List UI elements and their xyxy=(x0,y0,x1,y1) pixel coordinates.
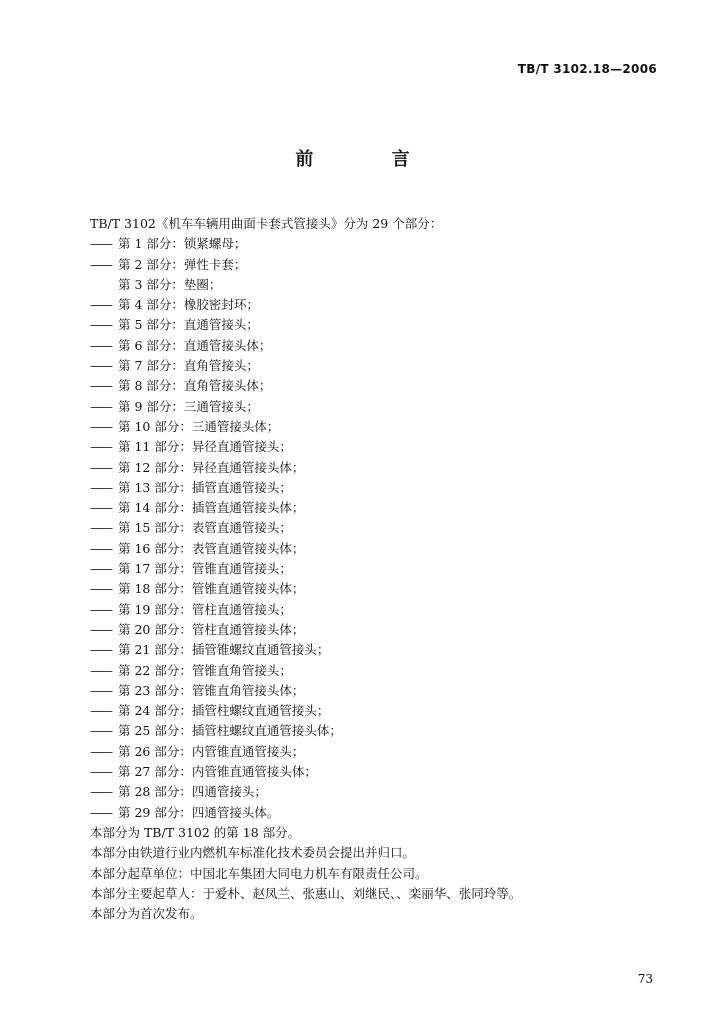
part-list-item xyxy=(90,518,650,538)
em-dash-marker xyxy=(90,701,118,721)
part-text: 第 23 部分：管锥直角管接头体； xyxy=(118,682,305,698)
part-text: 第 4 部分：橡胶密封环； xyxy=(118,297,259,313)
part-list-item xyxy=(90,498,650,518)
em-dash-marker xyxy=(90,539,118,559)
page-number: 73 xyxy=(637,972,653,986)
part-text: 第 27 部分：内管锥直通管接头体； xyxy=(118,764,317,780)
part-text: 第 13 部分：插管直通管接头； xyxy=(118,479,292,495)
em-dash-marker xyxy=(90,620,118,640)
part-text: 第 7 部分：直角管接头； xyxy=(118,358,259,374)
part-list-item xyxy=(90,437,650,457)
part-text: 第 6 部分：直通管接头体； xyxy=(118,337,272,353)
em-dash-marker xyxy=(90,356,118,376)
em-dash-marker xyxy=(90,417,118,437)
em-dash-marker xyxy=(90,681,118,701)
part-text: 第 12 部分：异径直通管接头体； xyxy=(118,459,305,475)
em-dash-marker xyxy=(90,255,118,275)
part-list-item xyxy=(90,721,650,741)
part-text: 第 24 部分：插管柱螺纹直通管接头； xyxy=(118,703,330,719)
closing-paragraph: 本部分主要起草人：于爱朴、赵凤兰、张惠山、刘继民、、栾丽华、张同玲等。 xyxy=(90,885,522,901)
em-dash-marker xyxy=(90,234,118,254)
em-dash-marker xyxy=(90,640,118,660)
standard-code: TB/T 3102.18—2006 xyxy=(517,62,657,76)
page-title: 前 言 xyxy=(295,149,446,170)
part-list-item xyxy=(90,458,650,478)
part-text: 第 2 部分：弹性卡套； xyxy=(118,256,247,272)
closing-paragraph: 本部分为首次发布。 xyxy=(90,906,203,922)
part-text: 第 25 部分：插管柱螺纹直通管接头体； xyxy=(118,723,342,739)
part-list-item xyxy=(90,579,650,599)
em-dash-marker xyxy=(90,295,118,315)
part-text: 第 20 部分：管柱直通管接头体； xyxy=(118,621,305,637)
part-text: 第 16 部分：表管直通管接头体； xyxy=(118,540,305,556)
closing-paragraphs xyxy=(90,823,650,924)
part-text: 第 29 部分：四通管接头体。 xyxy=(118,804,280,820)
part-text: 第 5 部分：直通管接头； xyxy=(118,317,259,333)
part-list-item xyxy=(90,275,650,295)
part-text: 第 26 部分：内管锥直通管接头； xyxy=(118,743,305,759)
em-dash-marker xyxy=(90,397,118,417)
em-dash-marker xyxy=(90,437,118,457)
closing-paragraph: 本部分起草单位：中国北车集团大同电力机车有限责任公司。 xyxy=(90,865,428,881)
em-dash-marker xyxy=(90,661,118,681)
part-list-item xyxy=(90,661,650,681)
em-dash-marker xyxy=(90,559,118,579)
part-list-item xyxy=(90,782,650,802)
part-text: 第 11 部分：异径直通管接头； xyxy=(118,439,292,455)
em-dash-marker xyxy=(90,376,118,396)
part-list-item xyxy=(90,356,650,376)
part-list-item xyxy=(90,701,650,721)
part-list-item xyxy=(90,742,650,762)
em-dash-marker xyxy=(90,478,118,498)
part-list-item xyxy=(90,559,650,579)
em-dash-marker xyxy=(90,762,118,782)
part-text: 第 8 部分：直角管接头体； xyxy=(118,378,272,394)
closing-paragraph: 本部分为 TB/T 3102 的第 18 部分。 xyxy=(90,824,301,840)
part-list-item xyxy=(90,600,650,620)
part-list-item xyxy=(90,640,650,660)
part-list-item xyxy=(90,315,650,335)
part-text: 第 10 部分：三通管接头体； xyxy=(118,418,280,434)
em-dash-marker xyxy=(90,600,118,620)
part-text: 第 1 部分：锁紧螺母； xyxy=(118,236,247,252)
part-list-item xyxy=(90,539,650,559)
part-list-item xyxy=(90,478,650,498)
em-dash-marker xyxy=(90,782,118,802)
part-list-item xyxy=(90,234,650,254)
em-dash-marker xyxy=(90,721,118,741)
em-dash-marker xyxy=(90,579,118,599)
part-list-item xyxy=(90,397,650,417)
em-dash-marker xyxy=(90,315,118,335)
em-dash-marker xyxy=(90,803,118,823)
part-text: 第 17 部分：管锥直通管接头； xyxy=(118,561,292,577)
part-text: 第 21 部分：插管锥螺纹直通管接头； xyxy=(118,642,330,658)
em-dash-marker xyxy=(90,518,118,538)
part-text: 第 22 部分：管锥直角管接头； xyxy=(118,662,292,678)
part-text: 第 15 部分：表管直通管接头； xyxy=(118,520,292,536)
part-list-item xyxy=(90,803,650,823)
part-list-item xyxy=(90,417,650,437)
part-text: 第 19 部分：管柱直通管接头； xyxy=(118,601,292,617)
part-list-item xyxy=(90,295,650,315)
part-text: 第 9 部分：三通管接头； xyxy=(118,398,259,414)
part-list-item xyxy=(90,681,650,701)
part-text: 第 18 部分：管锥直通管接头体； xyxy=(118,581,305,597)
part-list-item xyxy=(90,336,650,356)
part-list-item xyxy=(90,376,650,396)
em-dash-marker xyxy=(90,742,118,762)
part-list-item xyxy=(90,762,650,782)
part-text: 第 28 部分：四通管接头； xyxy=(118,784,267,800)
em-dash-marker xyxy=(90,458,118,478)
closing-paragraph: 本部分由铁道行业内燃机车标准化技术委员会提出并归口。 xyxy=(90,845,416,861)
part-list-item xyxy=(90,620,650,640)
part-list-item xyxy=(90,255,650,275)
body-text xyxy=(90,214,650,924)
em-dash-marker xyxy=(90,498,118,518)
part-text: 第 3 部分：垫圈； xyxy=(118,276,222,292)
intro-line: TB/T 3102《机车车辆用曲面卡套式管接头》分为 29 个部分： xyxy=(90,216,443,231)
parts-list xyxy=(90,234,650,823)
part-text: 第 14 部分：插管直通管接头体； xyxy=(118,500,305,516)
em-dash-marker xyxy=(90,336,118,356)
